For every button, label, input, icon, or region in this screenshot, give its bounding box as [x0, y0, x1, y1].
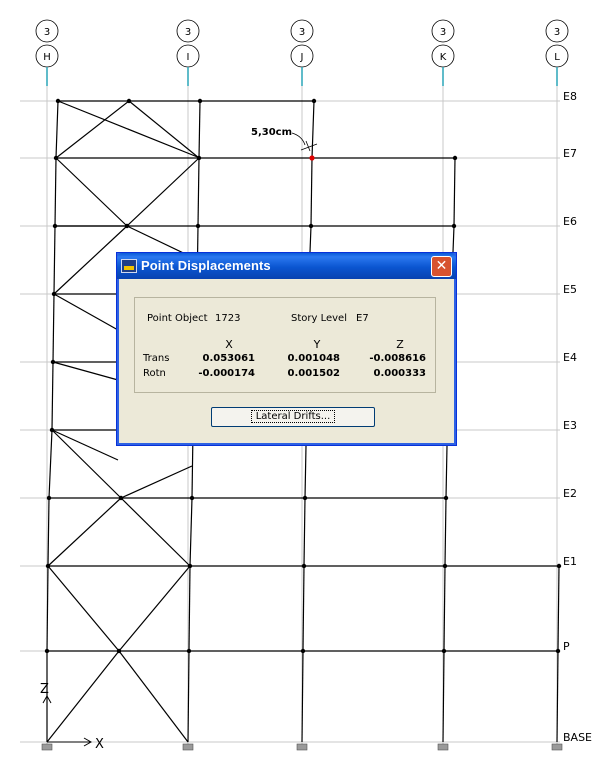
trans-z-value: -0.008616 [369, 353, 426, 364]
frame-member[interactable] [49, 430, 52, 498]
story-level-label: BASE [563, 731, 593, 744]
trans-row-label: Trans [143, 353, 170, 364]
joint[interactable] [301, 649, 305, 653]
rotn-row-label: Rotn [143, 368, 166, 379]
dialog-titlebar[interactable] [117, 253, 456, 279]
etabs-app-icon [121, 259, 137, 273]
lateral-drifts-label: Lateral Drifts... [251, 410, 336, 423]
rotn-x-value: -0.000174 [198, 368, 255, 379]
frame-member[interactable] [55, 158, 56, 226]
displacement-group [134, 297, 436, 393]
rotn-y-value: 0.001502 [287, 368, 340, 379]
joint[interactable] [127, 99, 131, 103]
grid-bubble [291, 20, 313, 86]
joint[interactable] [444, 496, 448, 500]
frame-member[interactable] [190, 498, 192, 566]
frame-member[interactable] [56, 101, 58, 158]
frame-member[interactable] [119, 651, 188, 742]
grid-bubble [177, 20, 199, 86]
grid-bubble-letter: L [554, 52, 560, 63]
joint[interactable] [556, 649, 560, 653]
joint[interactable] [309, 224, 313, 228]
frame-member[interactable] [446, 446, 447, 498]
joint[interactable] [47, 496, 51, 500]
joint[interactable] [312, 99, 316, 103]
story-level-label: E3 [563, 419, 577, 432]
grid-bubble-number: 3 [184, 27, 192, 38]
story-level-label: E8 [563, 90, 577, 103]
column-header-z: Z [396, 338, 404, 351]
frame-member[interactable] [303, 566, 304, 651]
joint[interactable] [187, 649, 191, 653]
base-support[interactable] [552, 744, 562, 750]
grid-bubble-number: 3 [43, 27, 51, 38]
frame-member[interactable] [53, 362, 118, 380]
dialog-title: Point Displacements [141, 258, 271, 273]
trans-y-value: 0.001048 [287, 353, 340, 364]
frame-member[interactable] [444, 566, 445, 651]
frame-member[interactable] [312, 101, 314, 158]
frame-member[interactable] [121, 466, 192, 498]
grid-bubble-number: 3 [553, 27, 561, 38]
dialog-body [121, 281, 452, 441]
frame-member[interactable] [52, 430, 121, 498]
joint[interactable] [119, 496, 123, 500]
joint[interactable] [46, 564, 50, 568]
frame-member[interactable] [454, 158, 455, 226]
z-axis-label: Z [40, 682, 49, 697]
joint[interactable] [453, 156, 457, 160]
column-header-y: Y [313, 338, 321, 351]
joint[interactable] [442, 649, 446, 653]
close-icon[interactable]: ✕ [431, 256, 452, 277]
grid-bubble [36, 20, 58, 86]
base-support[interactable] [183, 744, 193, 750]
joint[interactable] [196, 224, 200, 228]
joint[interactable] [125, 224, 129, 228]
story-level-label: E6 [563, 215, 577, 228]
joint[interactable] [188, 564, 192, 568]
story-level-label: E7 [563, 147, 577, 160]
joint[interactable] [51, 360, 55, 364]
grid-bubble-number: 3 [439, 27, 447, 38]
frame-member[interactable] [56, 158, 127, 226]
grid-bubble-letter: K [439, 52, 447, 63]
frame-member[interactable] [453, 226, 454, 252]
grid-bubble-letter: I [186, 52, 190, 63]
frame-member[interactable] [52, 362, 53, 430]
joint[interactable] [198, 99, 202, 103]
point-displacements-dialog[interactable] [116, 252, 457, 446]
joint[interactable] [53, 224, 57, 228]
trans-x-value: 0.053061 [202, 353, 255, 364]
frame-member[interactable] [558, 566, 559, 651]
lateral-drifts-button[interactable] [211, 407, 375, 427]
story-level-label: E5 [563, 283, 577, 296]
joint[interactable] [52, 292, 56, 296]
grid-bubble-letter: J [300, 52, 304, 63]
frame-member[interactable] [58, 101, 200, 158]
frame-member[interactable] [56, 101, 129, 158]
joint[interactable] [50, 428, 54, 432]
joint[interactable] [54, 156, 58, 160]
frame-member[interactable] [121, 498, 190, 566]
story-level-label: E2 [563, 487, 577, 500]
joint[interactable] [45, 649, 49, 653]
frame-member[interactable] [47, 651, 119, 742]
frame-member[interactable] [54, 226, 55, 294]
frame-member[interactable] [189, 566, 190, 651]
frame-member[interactable] [52, 430, 118, 460]
joint[interactable] [443, 564, 447, 568]
column-header-x: X [225, 338, 233, 351]
story-level-label: E1 [563, 555, 577, 568]
frame-member[interactable] [53, 294, 54, 362]
point-object-label: Point Object [147, 313, 208, 324]
frame-member[interactable] [48, 566, 119, 651]
frame-member[interactable] [310, 226, 311, 252]
dimension-tick [306, 141, 310, 151]
frame-member[interactable] [311, 158, 312, 226]
selected-point[interactable] [309, 155, 314, 160]
base-support[interactable] [438, 744, 448, 750]
frame-member[interactable] [48, 498, 121, 566]
joint[interactable] [56, 99, 60, 103]
story-level-label: Story Level [291, 313, 347, 324]
dimension-leader [292, 133, 305, 145]
story-level-label: E4 [563, 351, 577, 364]
joint[interactable] [303, 496, 307, 500]
story-level-value: E7 [356, 313, 369, 324]
frame-member[interactable] [304, 498, 305, 566]
frame-member[interactable] [198, 158, 199, 226]
base-support[interactable] [42, 744, 52, 750]
joint[interactable] [302, 564, 306, 568]
story-level-label: P [563, 640, 570, 653]
grid-bubble [546, 20, 568, 86]
point-object-value: 1723 [215, 313, 241, 324]
x-axis-label: X [95, 737, 104, 752]
joint[interactable] [117, 649, 121, 653]
joint[interactable] [557, 564, 561, 568]
frame-member[interactable] [54, 294, 118, 330]
grid-bubble-letter: H [43, 52, 51, 63]
grid-bubble-number: 3 [298, 27, 306, 38]
base-support[interactable] [297, 744, 307, 750]
joint[interactable] [197, 156, 201, 160]
frame-member[interactable] [119, 566, 190, 651]
rotn-z-value: 0.000333 [373, 368, 426, 379]
joint[interactable] [452, 224, 456, 228]
frame-member[interactable] [305, 446, 306, 498]
frame-member[interactable] [445, 498, 446, 566]
grid-bubble [432, 20, 454, 86]
frame-member[interactable] [199, 101, 200, 158]
joint[interactable] [190, 496, 194, 500]
dimension-label: 5,30cm [251, 127, 293, 138]
frame-member[interactable] [48, 498, 49, 566]
